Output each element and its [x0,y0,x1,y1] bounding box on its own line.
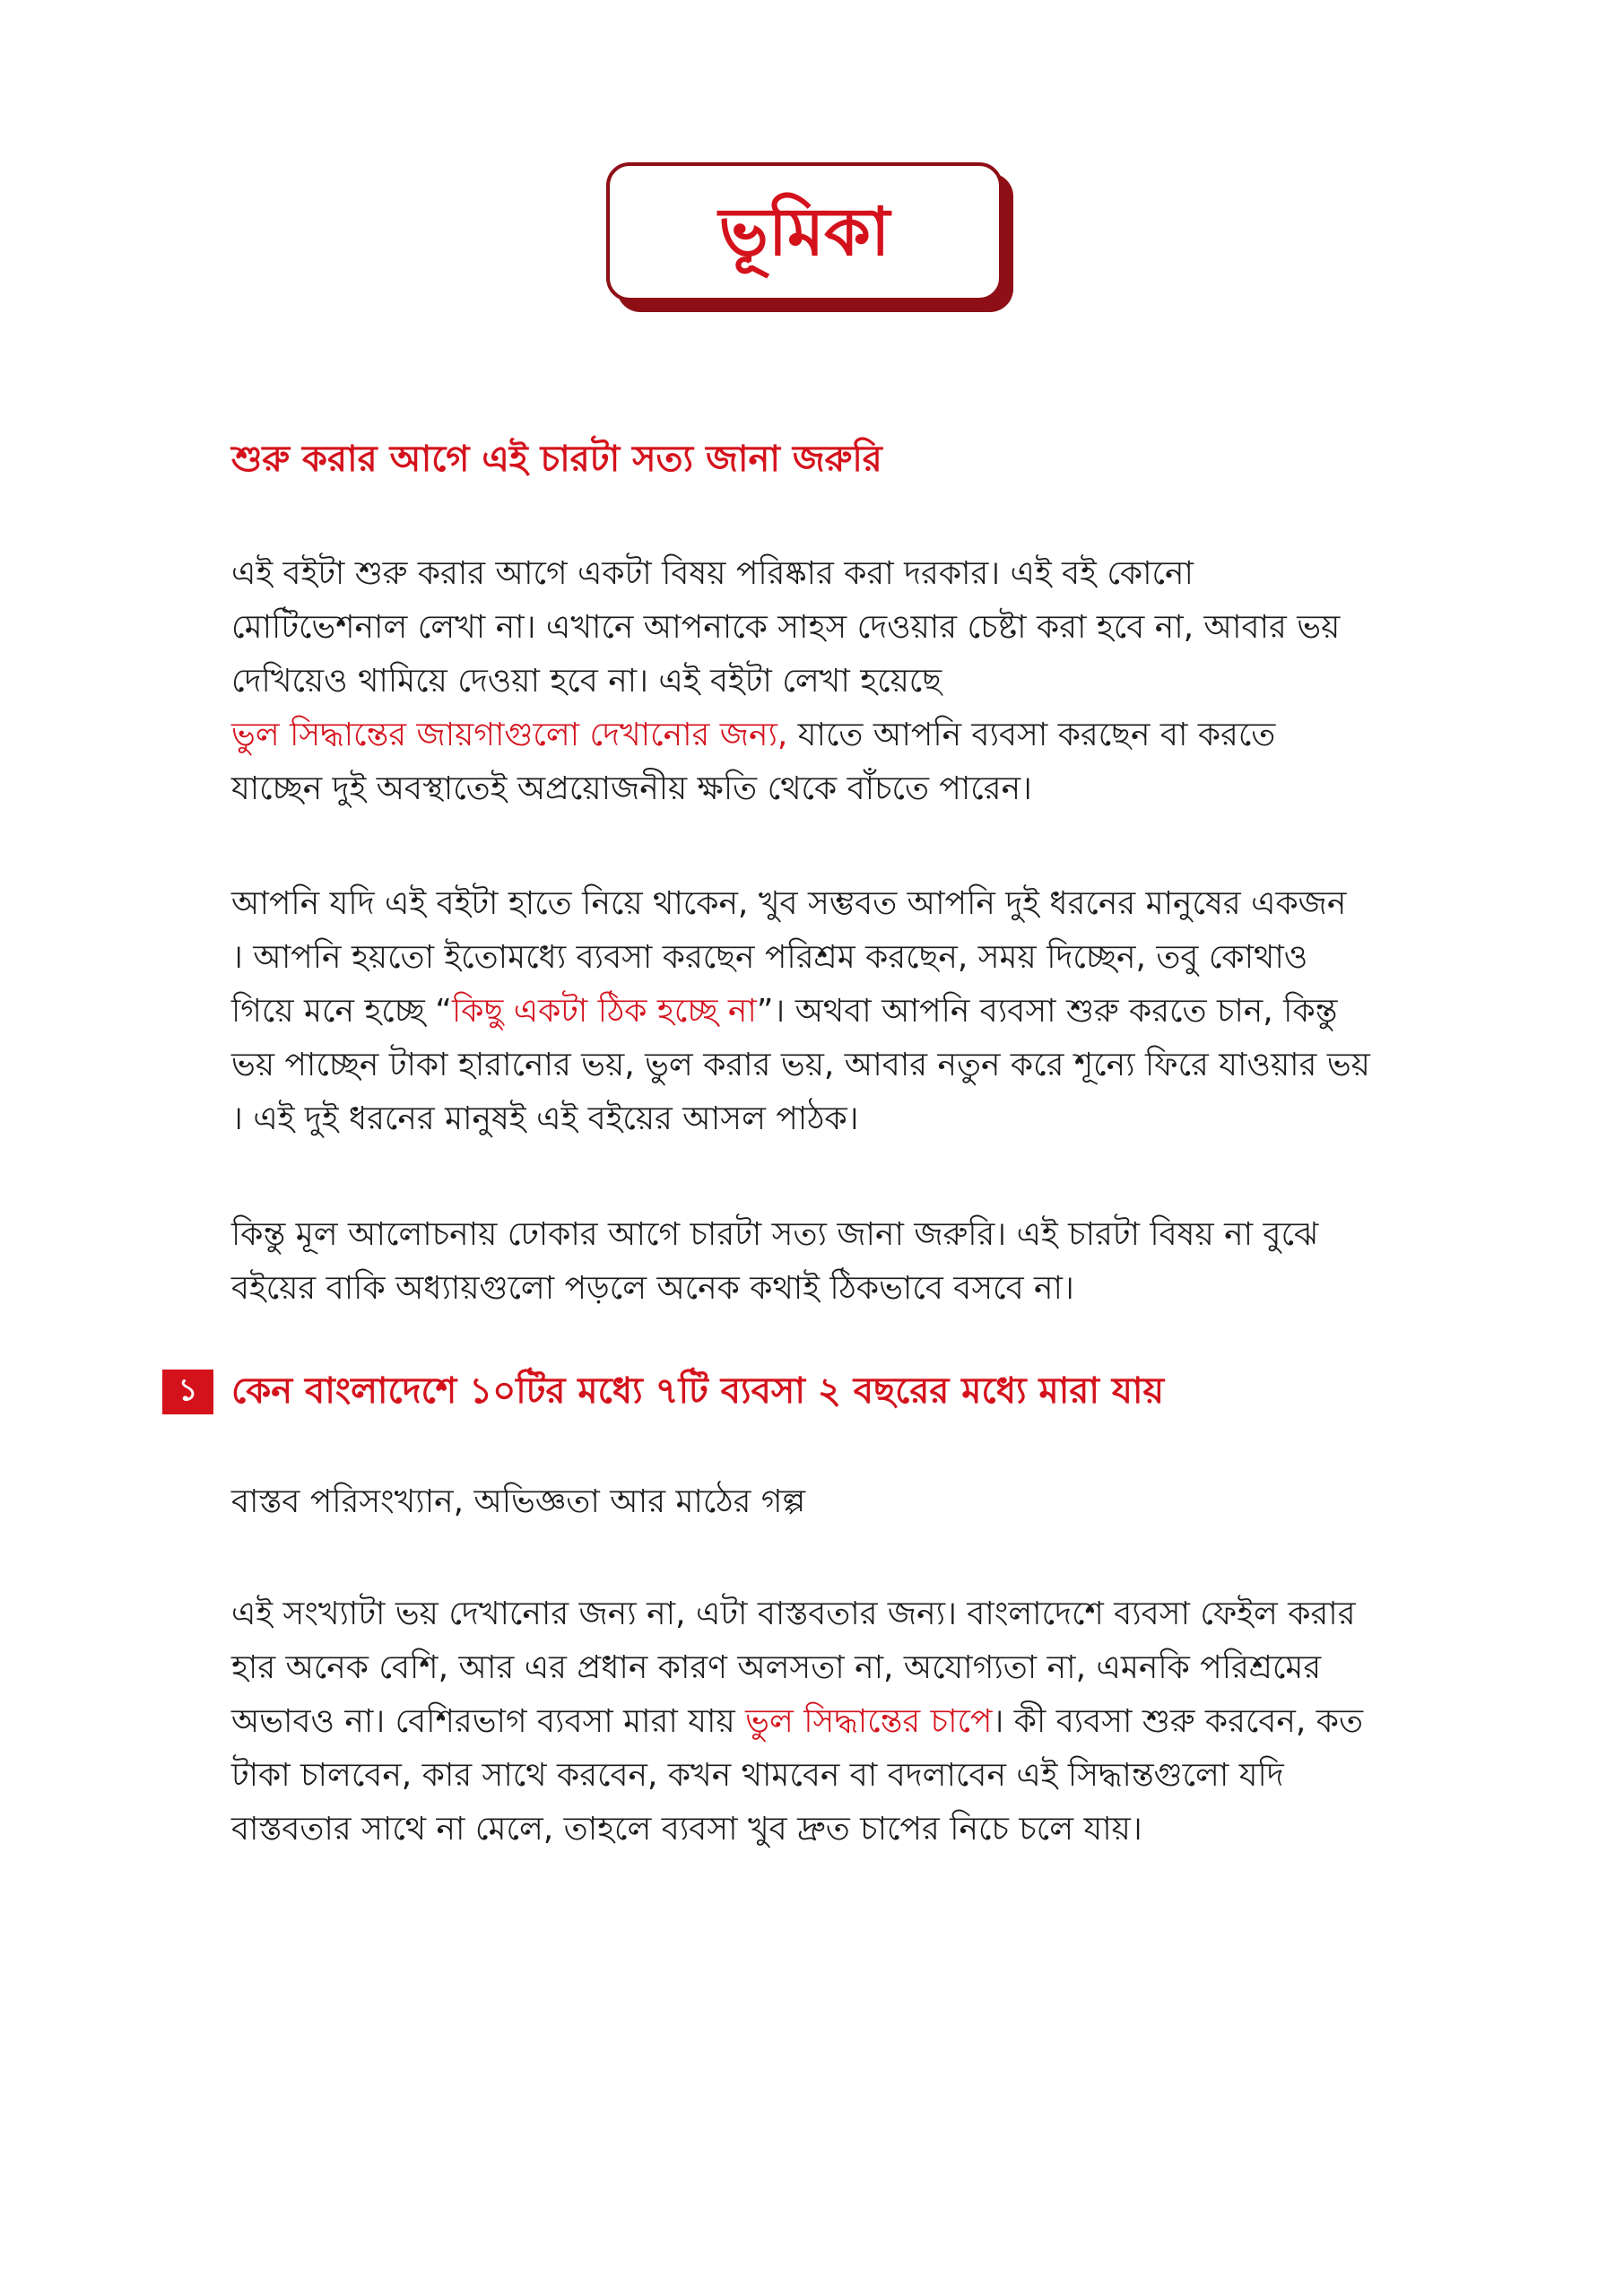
paragraph-four-truths [231,1208,1462,1316]
paragraph-line: বাস্তবতার সাথে না মেলে, তাহলে ব্যবসা খুব দ্রুত চাপের নিচে চলে যায়। [231,1811,1142,1848]
point-heading: কেন বাংলাদেশে ১০টির মধ্যে ৭টি ব্যবসা ২ বছরের মধ্যে মারা যায় [231,1370,1165,1412]
highlight-text: ভুল সিদ্ধান্তের চাপে [745,1703,993,1740]
section-heading: শুরু করার আগে এই চারটা সত্য জানা জরুরি [231,439,882,480]
paragraph-line: মোটিভেশনাল লেখা না। এখানে আপনাকে সাহস দেওয়ার চেষ্টা করা হবে না, আবার ভয় [231,609,1341,646]
paragraph-line: হার অনেক বেশি, আর এর প্রধান কারণ অলসতা না, অযোগ্যতা না, এমনকি পরিশ্রমের [231,1649,1322,1686]
paragraph-line: এই সংখ্যাটা ভয় দেখানোর জন্য না, এটা বাস্তবতার জন্য। বাংলাদেশে ব্যবসা ফেইল করার [231,1596,1356,1632]
point-number-badge: ১ [162,1370,213,1414]
paragraph-readers [231,877,1462,1146]
paragraph-line: যাচ্ছেন দুই অবস্থাতেই অপ্রয়োজনীয় ক্ষতি থেকে বাঁচতে পারেন। [231,770,1032,807]
paragraph-line: কিন্তু মূল আলোচনায় ঢোকার আগে চারটা সত্য জানা জরুরি। এই চারটা বিষয় না বুঝে [231,1216,1319,1253]
paragraph-text: ”। অথবা আপনি ব্যবসা শুরু করতে চান, কিন্তু [756,993,1338,1030]
paragraph-text: যাতে আপনি ব্যবসা করছেন বা করতে [787,717,1276,753]
paragraph-line: ভয় পাচ্ছেন টাকা হারানোর ভয়, ভুল করার ভয়, আবার নতুন করে শূন্যে ফিরে যাওয়ার ভয় [231,1047,1370,1083]
paragraph-line: দেখিয়েও থামিয়ে দেওয়া হবে না। এই বইটা লেখা হয়েছে [231,663,942,700]
paragraph-line: আপনি যদি এই বইটা হাতে নিয়ে থাকেন, খুব সম্ভবত আপনি দুই ধরনের মানুষের একজন [231,885,1347,922]
paragraph-text: অভাবও না। বেশিরভাগ ব্যবসা মারা যায় [231,1703,746,1740]
point-subtitle: বাস্তব পরিসংখ্যান, অভিজ্ঞতা আর মাঠের গল্প [231,1483,806,1520]
paragraph-line: । আপনি হয়তো ইতোমধ্যে ব্যবসা করছেন পরিশ্রম করছেন, সময় দিচ্ছেন, তবু কোথাও [231,939,1308,976]
paragraph-statistics [231,1587,1462,1857]
highlight-text: ভুল সিদ্ধান্তের জায়গাগুলো দেখানোর জন্য, [231,717,788,753]
paragraph-line: । এই দুই ধরনের মানুষই এই বইয়ের আসল পাঠক। [231,1100,859,1137]
title-box [606,162,1003,301]
title-box-face [606,162,1003,301]
highlight-text: কিছু একটা ঠিক হচ্ছে না [451,993,757,1030]
paragraph-line [231,1695,1462,1749]
paragraph-line: বইয়ের বাকি অধ্যায়গুলো পড়লে অনেক কথাই ঠিকভাবে বসবে না। [231,1270,1074,1307]
paragraph-text: । কী ব্যবসা শুরু করবেন, কত [992,1703,1363,1740]
paragraph-line: এই বইটা শুরু করার আগে একটা বিষয় পরিষ্কার করা দরকার। এই বই কোনো [231,555,1194,592]
paragraph-line: টাকা চালবেন, কার সাথে করবেন, কখন থামবেন বা বদলাবেন এই সিদ্ধান্তগুলো যদি [231,1757,1284,1794]
paragraph-text: গিয়ে মনে হচ্ছে “ [231,993,452,1030]
page-title: ভূমিকা [718,193,890,271]
paragraph-line [231,709,1462,762]
paragraph-intro [231,547,1462,816]
paragraph-line [231,985,1462,1039]
